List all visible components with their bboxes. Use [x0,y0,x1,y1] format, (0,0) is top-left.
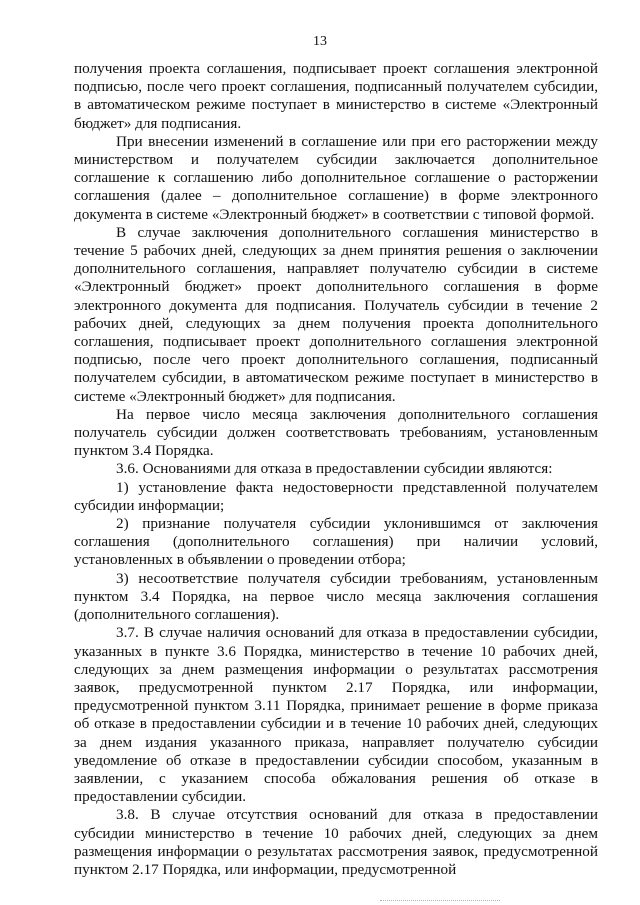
paragraph-3-6-item-2: 2) признание получателя субсидии уклонившимся от заключения соглашения (дополнительного соглашения) при наличии условий, установленных в объявлении о проведении отбора; [74,515,598,569]
paragraph-amendment: При внесении изменений в соглашение или при его расторжении между министерством и получателем субсидии заключается дополнительное соглашение к соглашению либо дополнительное соглашение о расторжении соглашения (далее – дополнительное соглашение) в форме электронного документа в системе «Электронный бюджет» в соответствии с типовой формой. [74,132,598,223]
paragraph-3-6-item-3: 3) несоответствие получателя субсидии требованиям, установленным пунктом 3.4 Порядка, на первое число месяца заключения соглашения (дополнительного соглашения). [74,569,598,624]
page-number: 13 [313,34,327,49]
document-body [74,60,598,879]
paragraph-continuation: получения проекта соглашения, подписывает проект соглашения электронной подписью, после чего проект соглашения, подписанный получателем субсидии, в автоматическом режиме поступает в министерство в системе «Электронный бюджет» для подписания. [74,60,598,132]
paragraph-requirements: На первое число месяца заключения дополнительного соглашения получатель субсидии должен соответствовать требованиям, установленным пунктом 3.4 Порядка. [74,405,598,460]
paragraph-3-8: 3.8. В случае отсутствия оснований для отказа в предоставлении субсидии министерство в течение 10 рабочих дней, следующих за днем размещения информации о результатах рассмотрения заявок, предусмотренной пунктом 2.17 Порядка, или информации, предусмотренной [74,806,598,878]
paragraph-additional-agreement: В случае заключения дополнительного соглашения министерство в течение 5 рабочих дней, следующих за днем принятия решения о заключении дополнительного соглашения, направляет получателю субсидии в системе «Электронный бюджет» проект дополнительного соглашения в форме электронного документа для подписания. Получатель субсидии в течение 2 рабочих дней, следующих за днем получения проекта дополнительного соглашения, подписывает проект дополнительного соглашения электронной подписью, после чего проект дополнительного соглашения, подписанный получателем субсидии, в автоматическом режиме поступает в министерство в системе «Электронный бюджет» для подписания. [74,223,598,405]
paragraph-3-7: 3.7. В случае наличия оснований для отказа в предоставлении субсидии, указанных в пункте 3.6 Порядка, министерство в течение 10 рабочих дней, следующих за днем размещения информации о результатах рассмотрения заявок, предусмотренной пунктом 2.17 Порядка, или информации, предусмотренной пунктом 3.11 Порядка, принимает решение в форме приказа об отказе в предоставлении субсидии и в течение 10 рабочих дней, следующих за днем издания указанного приказа, направляет получателю субсидии уведомление об отказе в предоставлении субсидии способом, указанным в заявлении, с указанием способа обжалования решения об отказе в предоставлении субсидии. [74,624,598,806]
paragraph-3-6-heading: 3.6. Основаниями для отказа в предоставлении субсидии являются: [116,460,553,478]
paragraph-3-6-item-1: 1) установление факта недостоверности представленной получателем субсидии информации; [74,478,598,514]
scan-edge-mark [380,900,500,901]
